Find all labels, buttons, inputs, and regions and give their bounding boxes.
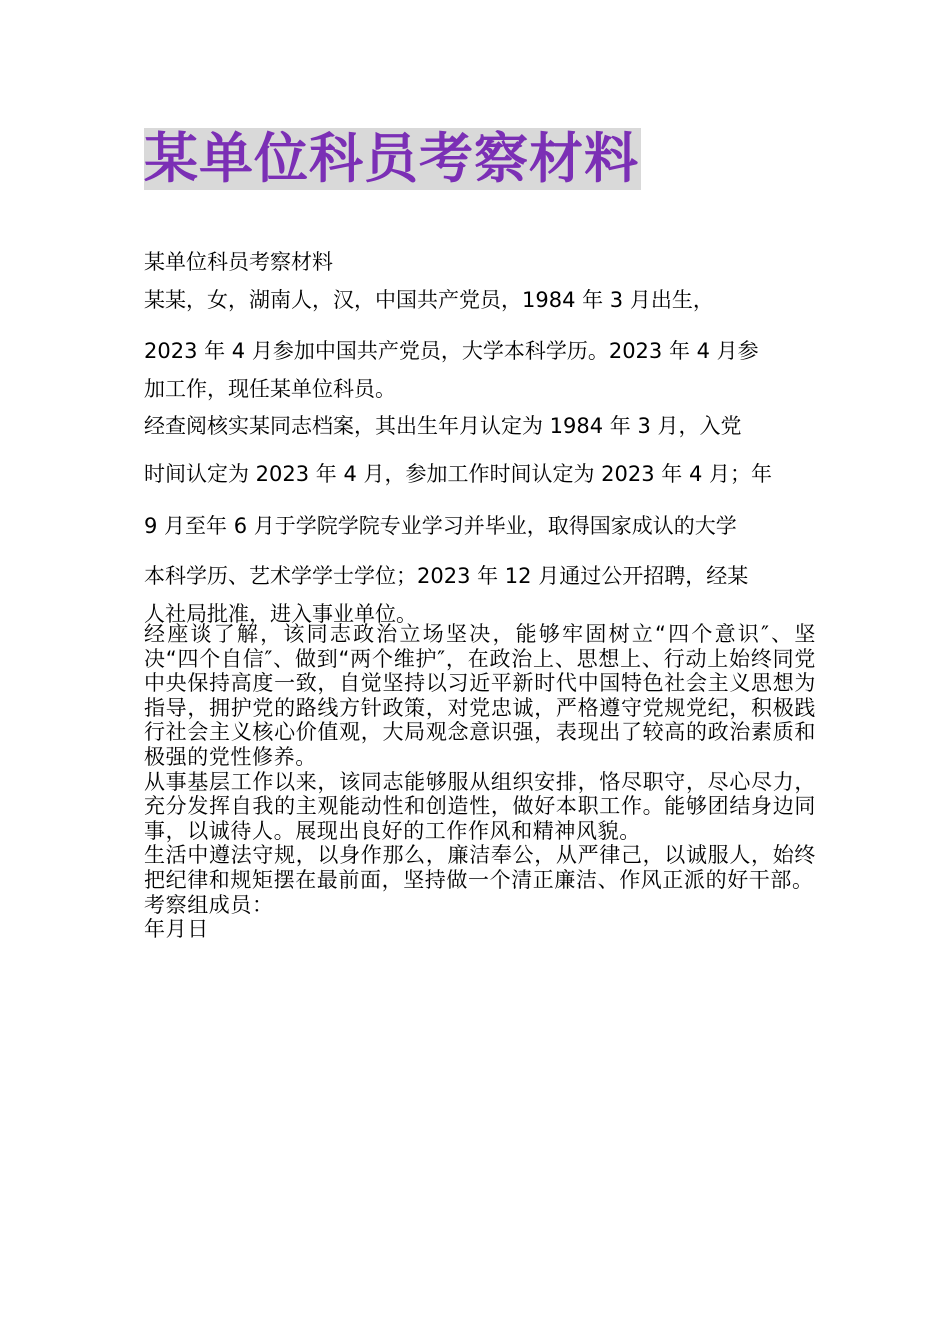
para2-line4: 本科学历、艺术学学士学位；2023 年 12 月通过公开招聘，经某 bbox=[144, 564, 749, 588]
para2-line5: 人社局批准，进入事业单位。 bbox=[144, 602, 417, 626]
para4: 从事基层工作以来，该同志能够服从组织安排，恪尽职守，尽心尽力，充分发挥自我的主观能动性和创造性，做好本职工作。能够团结身边同事，以诚待人。展现出良好的工作作风和精神风貌。 bbox=[144, 769, 816, 843]
para2-line2: 时间认定为 2023 年 4 月，参加工作时间认定为 2023 年 4 月；年 bbox=[144, 462, 773, 486]
para1-line2: 2023 年 4 月参加中国共产党员，大学本科学历。2023 年 4 月参 bbox=[144, 339, 759, 363]
para2-line3: 9 月至年 6 月于学院学院专业学习并毕业，取得国家成认的大学 bbox=[144, 514, 737, 538]
para1-line1: 某某，女，湖南人，汉，中国共产党员，1984 年 3 月出生， bbox=[144, 288, 714, 312]
document-title: 某单位科员考察材料 bbox=[144, 127, 639, 190]
para3: 经座谈了解，该同志政治立场坚决，能够牢固树立“四个意识″、坚决“四个自信″、做到“两个维护″，在政治上、思想上、行动上始终同党中央保持高度一致，自觉坚持以习近平新时代中国特色社会主义思想为指导，拥护党的路线方针政策，对党忠诚，严格遵守党规党纪，积极践行社会主义核心价值观，大局观念意识强，表现出了较高的政治素质和极强的党性修养。 bbox=[144, 622, 816, 769]
document-subtitle: 某单位科员考察材料 bbox=[144, 250, 333, 274]
document-dense-section bbox=[144, 622, 816, 942]
signature-label: 考察组成员： bbox=[144, 892, 274, 917]
para5: 生活中遵法守规，以身作那么，廉洁奉公，从严律己，以诚服人，始终把纪律和规矩摆在最前面，坚持做一个清正廉洁、作风正派的好干部。 bbox=[144, 843, 816, 892]
date-label: 年月日 bbox=[144, 917, 209, 942]
para2-line1: 经查阅核实某同志档案，其出生年月认定为 1984 年 3 月，入党 bbox=[144, 414, 742, 438]
para1-line3: 加工作，现任某单位科员。 bbox=[144, 377, 396, 401]
